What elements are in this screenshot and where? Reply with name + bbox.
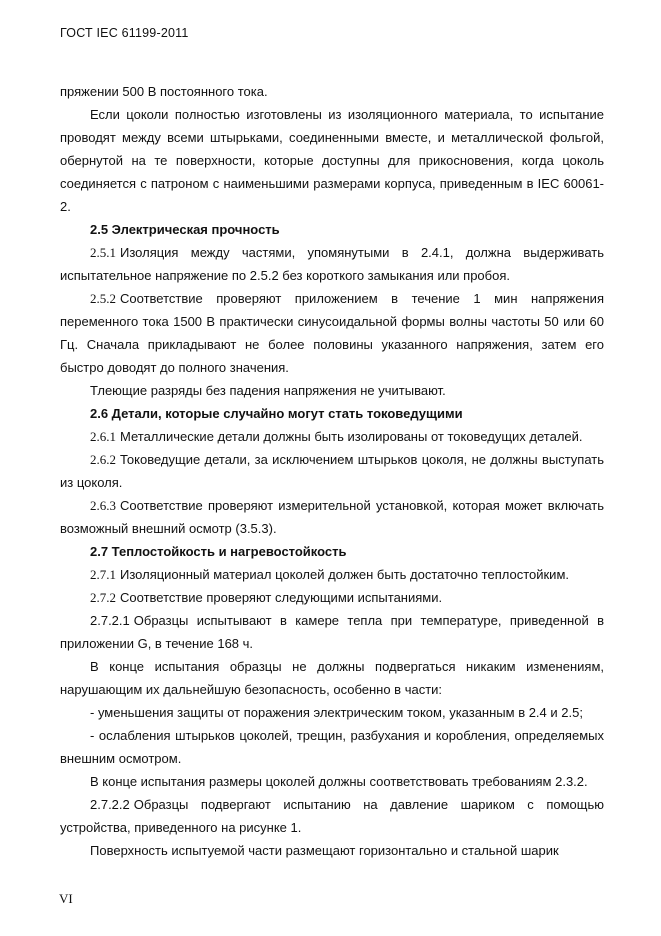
clause-2-7-2-1 [60,609,604,655]
heading-2-7: 2.7 Теплостойкость и нагревостойкость [90,544,347,559]
clause-text: Изоляция между частями, упомянутыми в 2.4.1, должна выдерживать испытательное напряжение по 2.5.2 без короткого замыкания или пробоя. [60,245,604,283]
clause-number: 2.7.2.2 [90,797,130,812]
clause-number: 2.5.2 [90,291,116,306]
clause-text: Токоведущие детали, за исключением штырьков цоколя, не должны выступать из цоколя. [60,452,604,490]
paragraph-surface: Поверхность испытуемой части размещают горизонтально и стальной шарик [90,843,559,858]
paragraph-continuation: пряжении 500 В постоянного тока. [60,84,268,99]
heading-2-5: 2.5 Электрическая прочность [90,222,280,237]
clause-number: 2.6.1 [90,429,116,444]
clause-2-6-2 [60,448,604,494]
clause-text: Соответствие проверяют следующими испытаниями. [120,590,443,605]
clause-2-7-1 [60,563,604,586]
clause-number: 2.7.1 [90,567,116,582]
clause-2-6-1 [60,425,604,448]
clause-2-5-1 [60,241,604,287]
document-header: ГОСТ IEC 61199-2011 [60,26,189,40]
clause-text: Соответствие проверяют измерительной установкой, которая может включать возможный внешний осмотр (3.5.3). [60,498,604,536]
clause-text: Изоляционный материал цоколей должен быть достаточно теплостойким. [120,567,569,582]
clause-number: 2.7.2 [90,590,116,605]
clause-2-5-2 [60,287,604,379]
paragraph-end-test: В конце испытания образцы не должны подвергаться никаким изменениям, нарушающим их дальнейшую безопасность, особенно в части: [60,659,604,697]
paragraph-glow: Тлеющие разряды без падения напряжения не учитывают. [90,383,446,398]
page-number: VI [59,891,73,906]
paragraph-full-insulated: Если цоколи полностью изготовлены из изоляционного материала, то испытание проводят между всеми штырьками, соединенными вместе, и металлической фольгой, обернутой на те поверхности, которые доступны для прикосновения, когда цоколь соединяется с патроном с наименьшими размерами корпуса, приведенным в IEC 60061-2. [60,107,604,214]
clause-text: Образцы испытывают в камере тепла при температуре, приведенной в приложении G, в течение 168 ч. [60,613,604,651]
clause-number: 2.6.3 [90,498,116,513]
clause-2-7-2-2 [60,793,604,839]
clause-text: Металлические детали должны быть изолированы от токоведущих деталей. [120,429,583,444]
clause-text: Соответствие проверяют приложением в течение 1 мин напряжения переменного тока 1500 В практически синусоидальной формы волны частоты 50 или 60 Гц. Сначала прикладывают не более половины указанного напряжения, затем его быстро доводят до полного значения. [60,291,604,375]
heading-2-6: 2.6 Детали, которые случайно могут стать токоведущими [90,406,463,421]
list-item: - ослабления штырьков цоколей, трещин, разбухания и коробления, определяемых внешним осмотром. [60,728,604,766]
clause-number: 2.6.2 [90,452,116,467]
clause-number: 2.5.1 [90,245,116,260]
clause-text: Образцы подвергают испытанию на давление шариком с помощью устройства, приведенного на рисунке 1. [60,797,604,835]
list-item: - уменьшения защиты от поражения электрическим током, указанным в 2.4 и 2.5; [90,705,583,720]
clause-2-7-2 [60,586,604,609]
clause-number: 2.7.2.1 [90,613,130,628]
document-body [60,80,604,862]
paragraph-dimensions: В конце испытания размеры цоколей должны соответствовать требованиям 2.3.2. [90,774,588,789]
clause-2-6-3 [60,494,604,540]
